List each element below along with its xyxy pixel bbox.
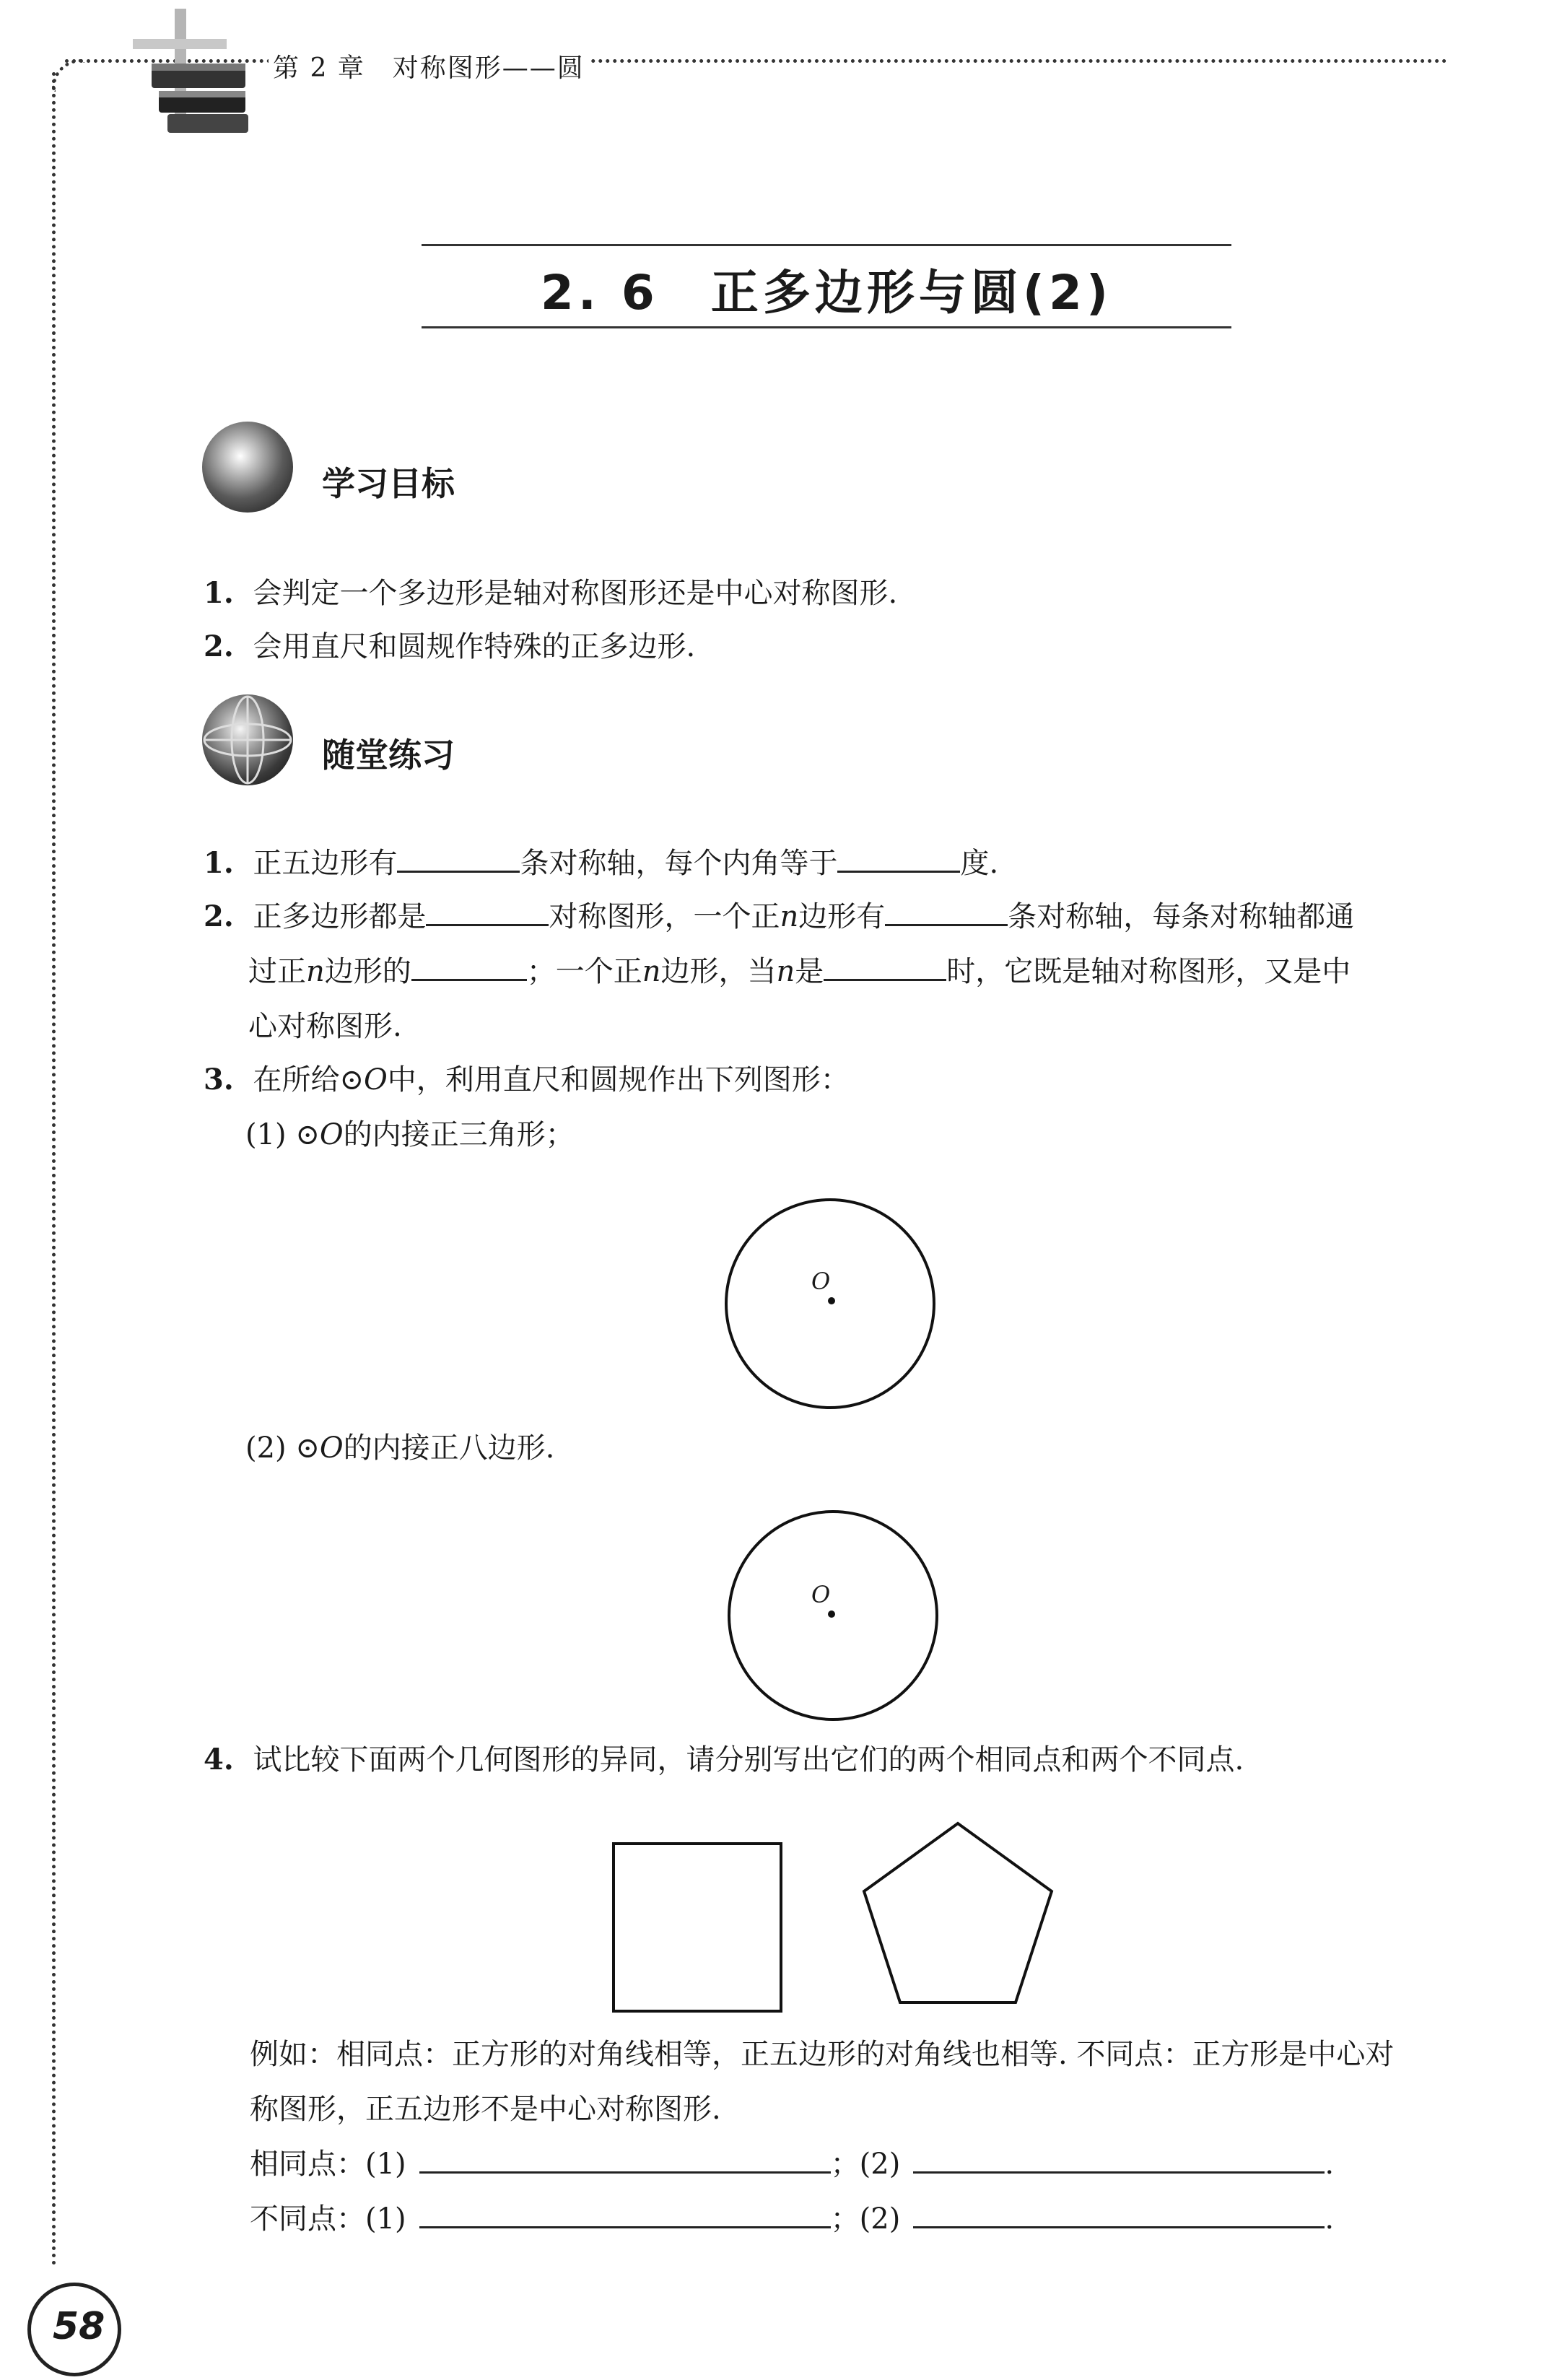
variable-n: n: [306, 955, 325, 988]
variable-O: O: [364, 1063, 388, 1097]
page-title: 2. 6 正多边形与圆(2): [540, 265, 1113, 321]
question-text: 是: [795, 955, 824, 988]
center-label: O: [811, 1268, 831, 1295]
question-1: [204, 834, 998, 892]
shapes-figure: [606, 1819, 1068, 2014]
question-text: 中，利用直尺和圆规作出下列图形：: [387, 1063, 850, 1097]
question-2-line3: 心对称图形.: [248, 1010, 402, 1043]
question-text: 正多边形都是: [253, 900, 427, 933]
question-3-sub-2: [245, 1419, 554, 1477]
question-2: [204, 888, 1460, 946]
question-text: 条对称轴，每条对称轴都通: [1008, 900, 1355, 933]
item-number: 2.: [204, 899, 234, 933]
question-text: 度.: [960, 847, 999, 880]
answer-blank[interactable]: [913, 2147, 1325, 2174]
question-text: 边形有: [798, 900, 886, 933]
margin-dotted-rule: [52, 72, 56, 2267]
center-label: O: [811, 1581, 831, 1608]
objective-text: 会用直尺和圆规作特殊的正多边形.: [253, 630, 696, 663]
answer-blank[interactable]: [824, 954, 946, 981]
answer-blank[interactable]: [397, 846, 520, 873]
title-rule-top: [422, 244, 1231, 246]
question-text: ；一个正: [526, 955, 642, 988]
question-text: 的内接正八边形.: [343, 1431, 555, 1465]
example-line-2: 称图形，正五边形不是中心对称图形.: [250, 2093, 721, 2126]
question-4: [204, 1731, 1244, 1789]
item-number: 3.: [204, 1063, 234, 1097]
question-text: 边形，当: [660, 955, 777, 988]
item-number: 4.: [204, 1743, 234, 1777]
question-text: 时，它既是轴对称图形，又是中: [946, 955, 1351, 988]
question-text: 条对称轴，每个内角等于: [520, 847, 838, 880]
variable-n: n: [780, 900, 799, 933]
title-rule-bottom: [422, 326, 1231, 328]
answer-blank[interactable]: [411, 954, 527, 981]
question-text: 边形的: [324, 955, 411, 988]
books-icon: [130, 6, 267, 136]
answer-blank[interactable]: [885, 899, 1008, 926]
question-text: 对称图形，一个正: [549, 900, 780, 933]
row-label: ；(2): [830, 2202, 901, 2236]
globe-icon: [202, 694, 293, 785]
item-number: 1.: [204, 846, 234, 880]
row-label: 不同点：(1): [250, 2202, 406, 2236]
objective-item: [204, 565, 897, 622]
question-text: 正五边形有: [253, 847, 398, 880]
variable-O: O: [319, 1431, 344, 1465]
circle-figure-1: [722, 1195, 938, 1412]
row-label: ；(2): [830, 2148, 901, 2181]
pentagon-shape: [864, 1823, 1052, 2002]
item-number: 2.: [204, 629, 234, 663]
question-text: 的内接正三角形；: [343, 1118, 575, 1151]
variable-O: O: [319, 1118, 344, 1151]
question-text: (2) ⊙: [245, 1431, 320, 1465]
header-border-corner: [52, 59, 84, 92]
square-shape: [614, 1844, 781, 2011]
page-number: 58: [53, 2305, 105, 2348]
row-end: .: [1325, 2202, 1335, 2236]
practice-heading: 随堂练习: [322, 736, 455, 775]
answer-blank[interactable]: [419, 2202, 831, 2228]
question-text: 过正: [248, 955, 306, 988]
question-2-line2: [248, 943, 1475, 1001]
answer-blank[interactable]: [913, 2202, 1325, 2228]
question-3: [204, 1051, 850, 1109]
question-text: 在所给⊙: [253, 1063, 364, 1097]
variable-n: n: [642, 955, 661, 988]
circle-figure-2: [725, 1507, 941, 1724]
objective-text: 会判定一个多边形是轴对称图形还是中心对称图形.: [253, 577, 898, 610]
question-3-sub-1: [245, 1106, 575, 1164]
objective-item: [204, 618, 695, 676]
answer-blank[interactable]: [419, 2147, 831, 2174]
sphere-icon: [202, 422, 293, 513]
question-text: (1) ⊙: [245, 1118, 320, 1151]
variable-n: n: [776, 955, 795, 988]
answer-blank[interactable]: [837, 846, 960, 873]
chapter-header: 第 2 章 对称图形——圆: [269, 48, 589, 84]
different-points-row: [250, 2190, 1334, 2248]
row-end: .: [1325, 2148, 1335, 2181]
example-line-1: 例如：相同点：正方形的对角线相等，正五边形的对角线也相等. 不同点：正方形是中心对: [250, 2038, 1395, 2071]
objectives-heading: 学习目标: [322, 464, 455, 503]
page-number-badge: [27, 2283, 121, 2376]
question-text: 试比较下面两个几何图形的异同，请分别写出它们的两个相同点和两个不同点.: [253, 1743, 1244, 1777]
item-number: 1.: [204, 576, 234, 610]
answer-blank[interactable]: [426, 899, 549, 926]
same-points-row: [250, 2135, 1334, 2193]
row-label: 相同点：(1): [250, 2148, 406, 2181]
